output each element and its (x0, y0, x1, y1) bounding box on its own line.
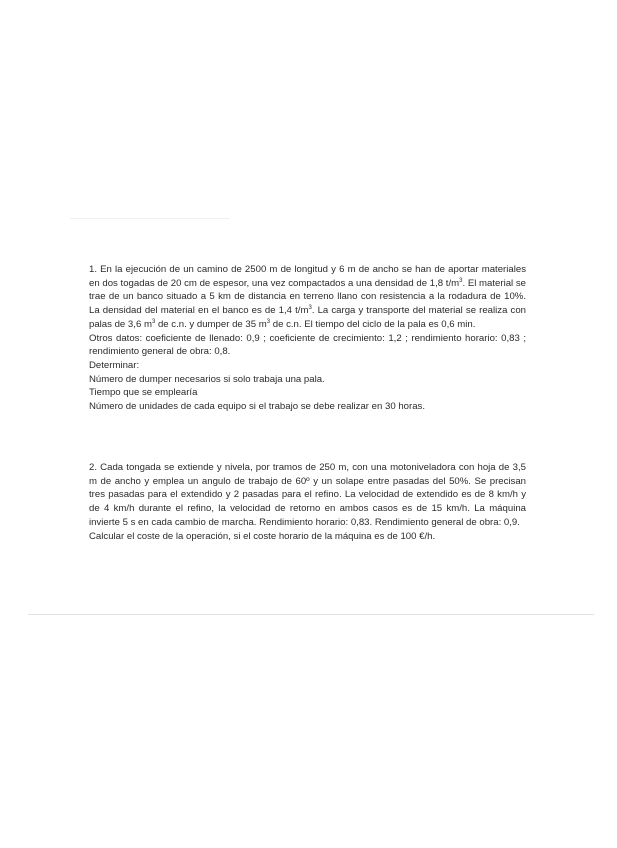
exercise-1-statement (89, 263, 526, 332)
scan-artifact-line (28, 614, 594, 615)
superscript-3: 3 (459, 277, 463, 284)
question-item: Número de unidades de cada equipo si el trabajo se debe realizar en 30 horas. (89, 401, 426, 413)
superscript-3: 3 (308, 305, 312, 312)
scan-artifact-line (70, 218, 230, 219)
statement-part-b: . El material se trae de un banco situado a 5 km de distancia en terreno llano con resistencia a la rodadura de 10%. La densidad del material en el banco es de 1,4 t/m (89, 277, 526, 317)
exercise-1 (89, 263, 526, 414)
superscript-3: 3 (151, 318, 156, 325)
superscript-3: 3 (266, 318, 271, 325)
question-item: Tiempo que se emplearía (89, 387, 198, 399)
exercise-2 (89, 461, 526, 543)
statement-part-a: 1. En la ejecución de un camino de 2500 m de longitud y 6 m de ancho se han de aportar materiales en dos togadas de 20 cm de espesor, una vez compactados a una densidad de 1,8 t/m (89, 264, 526, 289)
statement-part-e: de c.n. El tiempo del ciclo de la pala es 0,6 min. (270, 318, 476, 330)
statement-part-d: de c.n. y dumper de 35 m (155, 318, 267, 330)
exercise-2-statement: 2. Cada tongada se extiende y nivela, por tramos de 250 m, con una motoniveladora con hoja de 3,5 m de ancho y emplea un angulo de trabajo de 60º y un solape entre pasadas del 50%. Se precisan tres pasadas para el extendido y 2 pasadas para el refino. La velocidad de extendido es de 8 km/h y de 4 km/h durante el refino, la velocidad de retorno en ambos casos es de 15 km/h. La máquina invierte 5 s en cada cambio de marcha. Rendimiento horario: 0,83. Rendimiento general de obra: 0,9. (89, 462, 526, 528)
other-data: Otros datos: coeficiente de llenado: 0,9 ; coeficiente de crecimiento: 1,2 ; rendimiento horario: 0,83 ; rendimiento general de obra: 0,8. (89, 332, 526, 358)
statement-part-c: . La carga y transporte del material se realiza con palas de 3,6 m (89, 305, 526, 330)
question-item: Número de dumper necesarios si solo trabaja una pala. (89, 373, 325, 385)
exercise-2-question: Calcular el coste de la operación, si el coste horario de la máquina es de 100 €/h. (89, 530, 436, 542)
determine-label: Determinar: (89, 359, 140, 371)
